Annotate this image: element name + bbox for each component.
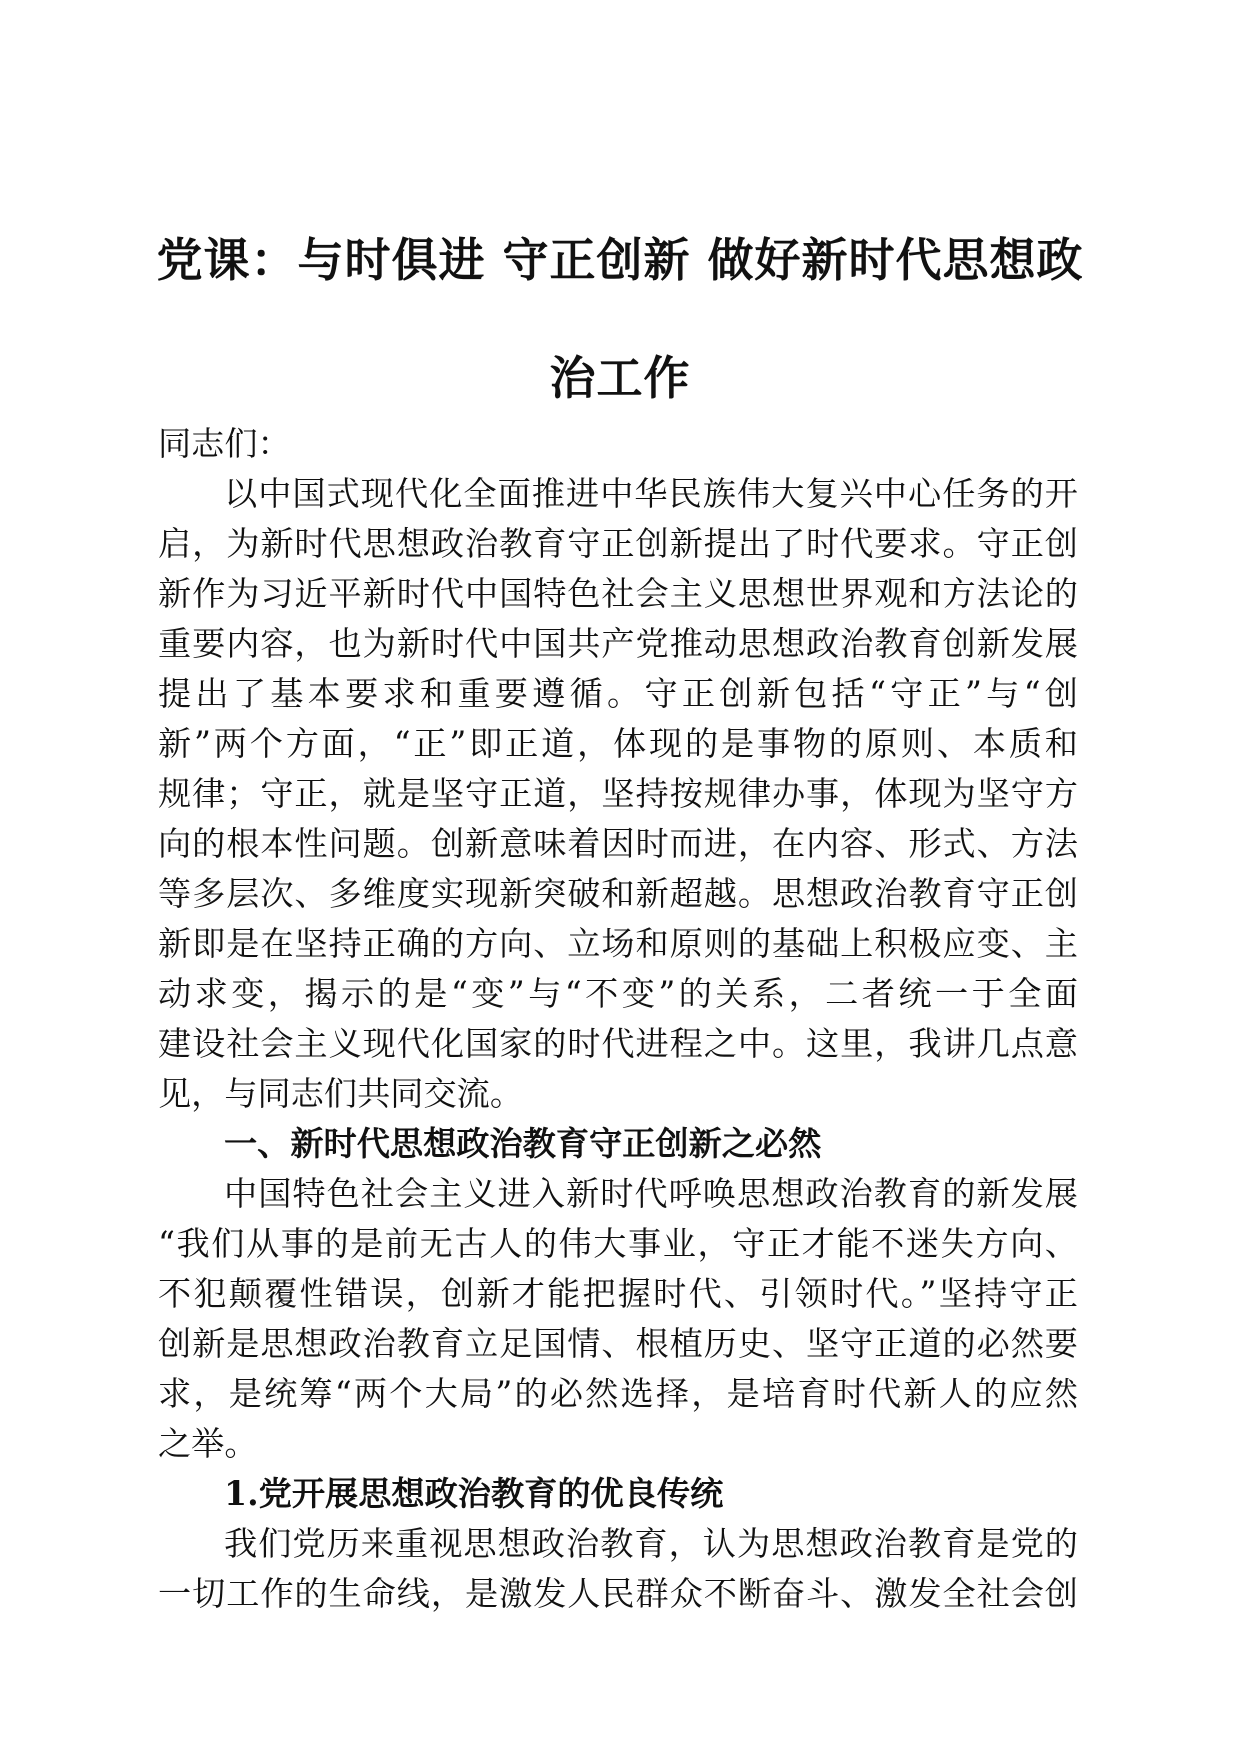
subsection-heading-1: 1.党开展思想政治教育的优良传统	[224, 1474, 724, 1513]
intro-line: 建设社会主义现代化国家的时代进程之中。这里，我讲几点意	[158, 1024, 1078, 1063]
intro-line: 新作为习近平新时代中国特色社会主义思想世界观和方法论的	[158, 574, 1078, 613]
subsection-1-line: 我们党历来重视思想政治教育，认为思想政治教育是党的	[224, 1524, 1078, 1563]
intro-line: 新即是在坚持正确的方向、立场和原则的基础上积极应变、主	[158, 924, 1078, 963]
intro-line: 重要内容，也为新时代中国共产党推动思想政治教育创新发展	[158, 624, 1078, 663]
intro-line: 规律；守正，就是坚守正道，坚持按规律办事，体现为坚守方	[158, 774, 1078, 813]
intro-line: 新”两个方面，“正”即正道，体现的是事物的原则、本质和	[158, 724, 1078, 763]
subsection-1-line: 一切工作的生命线，是激发人民群众不断奋斗、激发全社会创	[158, 1574, 1078, 1613]
section-1-line: 中国特色社会主义进入新时代呼唤思想政治教育的新发展	[224, 1174, 1078, 1213]
intro-line: 向的根本性问题。创新意味着因时而进，在内容、形式、方法	[158, 824, 1078, 863]
section-1-line: 之举。	[158, 1424, 258, 1463]
section-1-line: 求，是统筹“两个大局”的必然选择，是培育时代新人的应然	[158, 1374, 1078, 1413]
intro-line: 提出了基本要求和重要遵循。守正创新包括“守正”与“创	[158, 674, 1078, 713]
intro-line: 以中国式现代化全面推进中华民族伟大复兴中心任务的开	[224, 474, 1078, 513]
section-heading-1: 一、新时代思想政治教育守正创新之必然	[224, 1124, 822, 1163]
section-1-line: 不犯颠覆性错误，创新才能把握时代、引领时代。”坚持守正	[158, 1274, 1078, 1313]
section-1-line: “我们从事的是前无古人的伟大事业，守正才能不迷失方向、	[158, 1224, 1078, 1263]
intro-line: 动求变，揭示的是“变”与“不变”的关系，二者统一于全面	[158, 974, 1078, 1013]
intro-line: 启，为新时代思想政治教育守正创新提出了时代要求。守正创	[158, 524, 1078, 563]
intro-line: 等多层次、多维度实现新突破和新超越。思想政治教育守正创	[158, 874, 1078, 913]
section-1-line: 创新是思想政治教育立足国情、根植历史、坚守正道的必然要	[158, 1324, 1078, 1363]
document-title-line-2: 治工作	[549, 351, 691, 405]
document-title-line-1: 党课：与时俱进 守正创新 做好新时代思想政	[156, 233, 1084, 287]
intro-line: 见，与同志们共同交流。	[158, 1074, 524, 1113]
salutation: 同志们：	[158, 424, 291, 463]
